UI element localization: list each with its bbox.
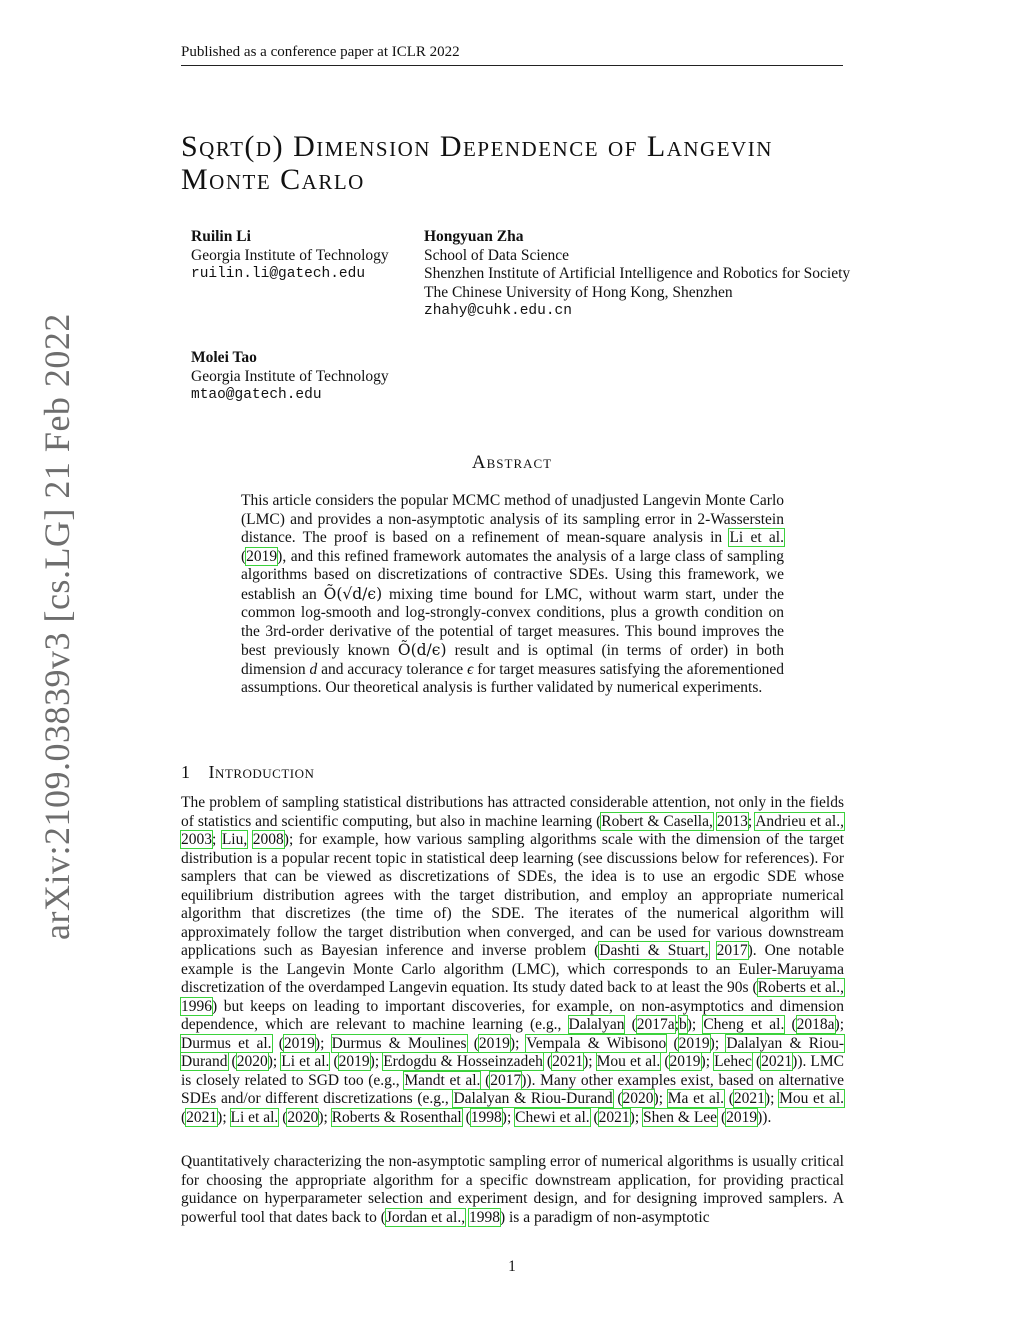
paragraph-text: ;: [747, 812, 756, 830]
citation-link[interactable]: Robert & Casella,: [601, 812, 713, 830]
title-line-2: Monte Carlo: [181, 163, 365, 196]
paragraph-text: ;: [222, 1108, 231, 1126]
math-var-d: d: [309, 660, 318, 678]
citation-link[interactable]: Dashti & Stuart,: [599, 942, 709, 959]
citation-link[interactable]: 2017: [716, 942, 748, 959]
section-title: Introduction: [208, 762, 315, 782]
citation-link[interactable]: Dalalyan & Riou-Durand: [453, 1090, 613, 1107]
citation-link[interactable]: 2021: [552, 1053, 584, 1070]
abstract-body: This article considers the popular MCMC method of unadjusted Langevin Monte Carlo (LMC) and provides a non-asymptotic analysis of its sampling error in 2-Wasserstein distance. The proof is based on a refinement of mean-square analysis in Li et al. (2019), and this refined framework automates the analysis of a large class of sampling algorithms based on discretizations of contractive SDEs. Using this framework, we establish an Õ(√d/ϵ) mixing time bound for LMC, without warm start, under the common log-smooth and log-strongly-convex conditions, plus a growth condition on the 3rd-order derivative of the potential of target measures. This bound improves the best previously known Õ(d/ϵ) result and is optimal (in terms of order) in both dimension d and accuracy tolerance ϵ for target measures satisfying the aforementioned assumptions. Our theoretical analysis is further validated by numerical experiments.: [241, 492, 784, 696]
author-email[interactable]: zhahy@cuhk.edu.cn: [424, 303, 572, 319]
abstract-text: This article considers the popular MCMC method of unadjusted Langevin Monte Carlo (LMC) and provides a non-asymptotic analysis of its sampling error in 2-Wasserstein distance. The proof is based on a refinement of mean-square analysis in: [241, 492, 784, 546]
paragraph-text: ;: [658, 1090, 668, 1107]
paragraph-text: The problem of sampling statistical distributions has attracted considerable attention, not only in the fields of statistics and scientific computing, but also in machine learning (: [181, 794, 844, 830]
citation-link[interactable]: Durmus et al.: [181, 1034, 272, 1052]
citation-link[interactable]: Chewi et al.: [515, 1108, 590, 1126]
paragraph-text: ); for example, how various sampling algorithms scale with the dimension of the target distribution is a popular recent topic in statistical deep learning (see discussions below for references). For samplers that can be viewed as discretizations of SDEs, the idea is to use an ergodic SDE whose equilibrium distribution agrees with the target distribution, and employ an appropriate numerical algorithm that discretizes (the time of) the SDE. The iterates of the numerical algorithm will approximately follow the target distribution when converged, and can be used for various downstream applications such as Bayesian inference and inverse problem (: [181, 831, 845, 959]
paragraph-text: ) but keeps on leading to important discoveries, for example, on non-asymptotics and dimension dependence, which are relevant to machine learning (e.g.,: [181, 997, 844, 1033]
second-paragraph: [181, 1153, 844, 1227]
abstract-text: result and is optimal (in terms of order) in both dimension: [241, 642, 784, 678]
citation-link[interactable]: 2019: [478, 1034, 510, 1052]
citation-link[interactable]: 2021: [761, 1053, 793, 1070]
author-block-hongyuan-zha: [424, 228, 894, 321]
paragraph-text: Quantitatively characterizing the non-asymptotic sampling error of numerical algorithms is usually critical for choosing the appropriate algorithm for a specific downstream application, for providing practical guidance on hyperparameter selection and experiment design, and for designing improved samplers. A powerful tool that dates back to (: [181, 1153, 844, 1226]
paragraph-text: ;: [714, 1034, 727, 1052]
citation-link[interactable]: Li et al.: [230, 1108, 279, 1126]
citation-link[interactable]: 2019: [678, 1034, 710, 1052]
paragraph-text: ;: [705, 1053, 715, 1070]
citation-link[interactable]: Andrieu et al.,: [755, 812, 844, 830]
citation-link[interactable]: Mou et al.: [596, 1053, 661, 1070]
math-bound-sqrt-d: Õ(√d/ϵ): [323, 584, 383, 603]
citation-link[interactable]: Liu,: [221, 831, 248, 848]
citation-link[interactable]: Li et al.: [281, 1053, 330, 1070]
author-affiliation: Georgia Institute of Technology: [191, 367, 389, 385]
paragraph-text: ;: [515, 1034, 527, 1052]
page-header: Published as a conference paper at ICLR 2022: [181, 44, 843, 66]
abstract-text: ), and this refined framework automates the analysis of a large class of sampling algorithms based on discretizations of contractive SDEs. Using this framework, we establish an: [241, 547, 784, 603]
citation-link[interactable]: Erdogdu & Hosseinzadeh: [383, 1053, 543, 1070]
abstract-text: and accuracy tolerance: [317, 660, 468, 678]
citation-link[interactable]: Vempala & Wibisono: [526, 1034, 667, 1052]
citation-link[interactable]: 2020: [287, 1108, 319, 1126]
math-bound-d: Õ(d/ϵ): [397, 641, 447, 659]
citation-link[interactable]: Cheng et al.: [703, 1016, 785, 1033]
citation-link[interactable]: 1998: [470, 1108, 502, 1126]
paragraph-text: ;: [320, 1034, 332, 1052]
citation-link[interactable]: Jordan et al.,: [385, 1208, 466, 1226]
citation-link[interactable]: 2021: [733, 1090, 765, 1107]
paragraph-text: ;: [634, 1108, 644, 1126]
paragraph-text: ;: [588, 1053, 597, 1070]
paragraph-text: ;: [374, 1053, 384, 1070]
author-name: Ruilin Li: [191, 228, 251, 245]
paragraph-text: ;: [506, 1108, 516, 1126]
citation-link[interactable]: 2018a: [796, 1016, 835, 1033]
citation-link[interactable]: 2020: [622, 1090, 654, 1107]
citation-link[interactable]: Roberts et al.,: [757, 979, 844, 996]
citation-link[interactable]: Shen & Lee: [643, 1108, 718, 1126]
paragraph-text: ). Many other examples exist, based on alternative SDEs and/or different discretizations (e.g.,: [181, 1071, 844, 1107]
citation-link[interactable]: 2013: [716, 812, 748, 830]
paragraph-text: ;: [323, 1108, 332, 1126]
math-var-epsilon: ϵ: [467, 660, 474, 678]
author-affiliation: The Chinese University of Hong Kong, Shenzhen: [424, 283, 733, 301]
citation-link[interactable]: 2019: [726, 1108, 758, 1126]
citation-link[interactable]: 2021: [186, 1108, 218, 1126]
author-name: Molei Tao: [191, 349, 257, 366]
section-number: 1: [181, 762, 191, 782]
citation-link[interactable]: Lehec: [714, 1053, 752, 1070]
citation-link[interactable]: 1996: [181, 997, 212, 1015]
intro-paragraph: The problem of sampling statistical distributions has attracted considerable attention, not only in the fields of statistics and scientific computing, but also in machine learning (Robert & Casella, 2013; Andrieu et al., 2003; Liu, 2008); for example, how various sampling algorithms scale with the dimension of the target distribution is a popular recent topic in statistical deep learning (see discussions below for references). For samplers that can be viewed as discretizations of SDEs, the idea is to use an ergodic SDE whose equilibrium distribution agrees with the target distribution, and employ an appropriate numerical algorithm that discretizes (the time of) the SDE. The iterates of the numerical algorithm will approximately follow the target distribution when converged, and can be used for various downstream applications such as Bayesian inference and inverse problem (Dashti & Stuart, 2017). One notable example is the Langevin Monte Carlo algorithm (LMC), which corresponds to an Euler-Maruyama discretization of the overdamped Langevin equation. Its study dated back to at least the 90s (Roberts et al., 1996) but keeps on leading to important discoveries, for example, on non-asymptotics and dimension dependence, which are relevant to machine learning (e.g., Dalalyan (2017a;b); Cheng et al. (2018a); Durmus et al. (2019); Durmus & Moulines (2019); Vempala & Wibisono (2019); Dalalyan & Riou-Durand (2020); Li et al. (2019); Erdogdu & Hosseinzadeh (2021); Mou et al. (2019); Lehec (2021)). LMC is closely related to SGD too (e.g., Mandt et al. (2017)). Many other examples exist, based on alternative SDEs and/or different discretizations (e.g., Dalalyan & Riou-Durand (2020); Ma et al. (2021); Mou et al. (2021); Li et al. (2020); Roberts & Rosenthal (1998); Chewi et al. (2021); Shen & Lee (2019)).: [181, 794, 845, 1126]
paragraph-text: ) is a paradigm of non-asymptotic: [499, 1208, 710, 1226]
author-block-ruilin-li: [191, 228, 421, 284]
citation-link[interactable]: Roberts & Rosenthal: [331, 1108, 462, 1126]
citation-link[interactable]: 2008: [252, 831, 284, 848]
author-affiliation: School of Data Science: [424, 246, 570, 264]
author-email[interactable]: mtao@gatech.edu: [191, 387, 322, 403]
citation-link[interactable]: Ma et al.: [667, 1090, 725, 1107]
citation-link[interactable]: 2021: [598, 1108, 630, 1126]
paragraph-text: ). LMC is closely related to SGD too (e.g.,: [181, 1053, 845, 1089]
author-affiliation: Shenzhen Institute of Artificial Intelligence and Robotics for Society: [424, 265, 851, 282]
citation-link[interactable]: 2019: [669, 1053, 701, 1070]
abstract-heading: Abstract: [471, 452, 553, 473]
page-number: 1: [508, 1258, 516, 1275]
citation-link[interactable]: Mandt et al.: [404, 1071, 481, 1089]
abstract-text: mixing time bound for LMC, without warm start, under the common log-smooth and log-strongly-convex conditions, plus a growth condition on the 3rd-order derivative of the potential of target measures. This bound improves the best previously known: [241, 585, 784, 659]
section-heading-introduction: [181, 762, 314, 783]
author-affiliation: Georgia Institute of Technology: [191, 246, 389, 264]
arxiv-identifier[interactable]: arXiv:2109.03839v3 [cs.LG] 21 Feb 2022: [37, 313, 77, 940]
abstract-text: for target measures satisfying the aforementioned assumptions. Our theoretical analysis is further validated by numerical experiments.: [241, 660, 784, 696]
citation-link[interactable]: 2019: [338, 1053, 370, 1070]
paragraph-text: ;: [272, 1053, 282, 1070]
citation-link[interactable]: Dalalyan & Riou-Durand: [181, 1034, 845, 1070]
citation-link[interactable]: 2003: [181, 831, 212, 848]
citation-link[interactable]: 2017a: [636, 1016, 675, 1033]
author-email[interactable]: ruilin.li@gatech.edu: [191, 266, 366, 282]
paper-title: [181, 130, 845, 196]
citation-link[interactable]: 1998: [468, 1208, 500, 1226]
citation-link[interactable]: Durmus & Moulines: [331, 1034, 467, 1052]
paragraph-text: ;: [770, 1090, 780, 1107]
paragraph-text: ;: [212, 831, 222, 848]
citation-link[interactable]: Li et al.: [729, 529, 784, 546]
paragraph-text: ). One notable example is the Langevin Monte Carlo algorithm (LMC), which corresponds to an Euler-Maruyama discretization of the overdamped Langevin equation. Its study dated back to at least the 90s (: [181, 942, 845, 996]
paragraph-text: ;: [839, 1016, 844, 1033]
paragraph-text: ;: [691, 1016, 704, 1033]
citation-link[interactable]: 2019: [246, 547, 278, 565]
citation-link[interactable]: b: [678, 1016, 687, 1033]
paragraph-text: )).: [757, 1108, 772, 1126]
citation-link[interactable]: Mou et al.: [779, 1090, 845, 1107]
author-block-molei-tao: [191, 349, 421, 405]
title-line-1: Sqrt(d) Dimension Dependence of Langevin: [181, 130, 773, 163]
author-name: Hongyuan Zha: [424, 228, 524, 245]
citation-link[interactable]: 2019: [283, 1034, 315, 1052]
citation-link[interactable]: 2020: [236, 1053, 268, 1070]
citation-link[interactable]: Dalalyan: [568, 1016, 625, 1033]
citation-link[interactable]: 2017: [490, 1071, 522, 1089]
